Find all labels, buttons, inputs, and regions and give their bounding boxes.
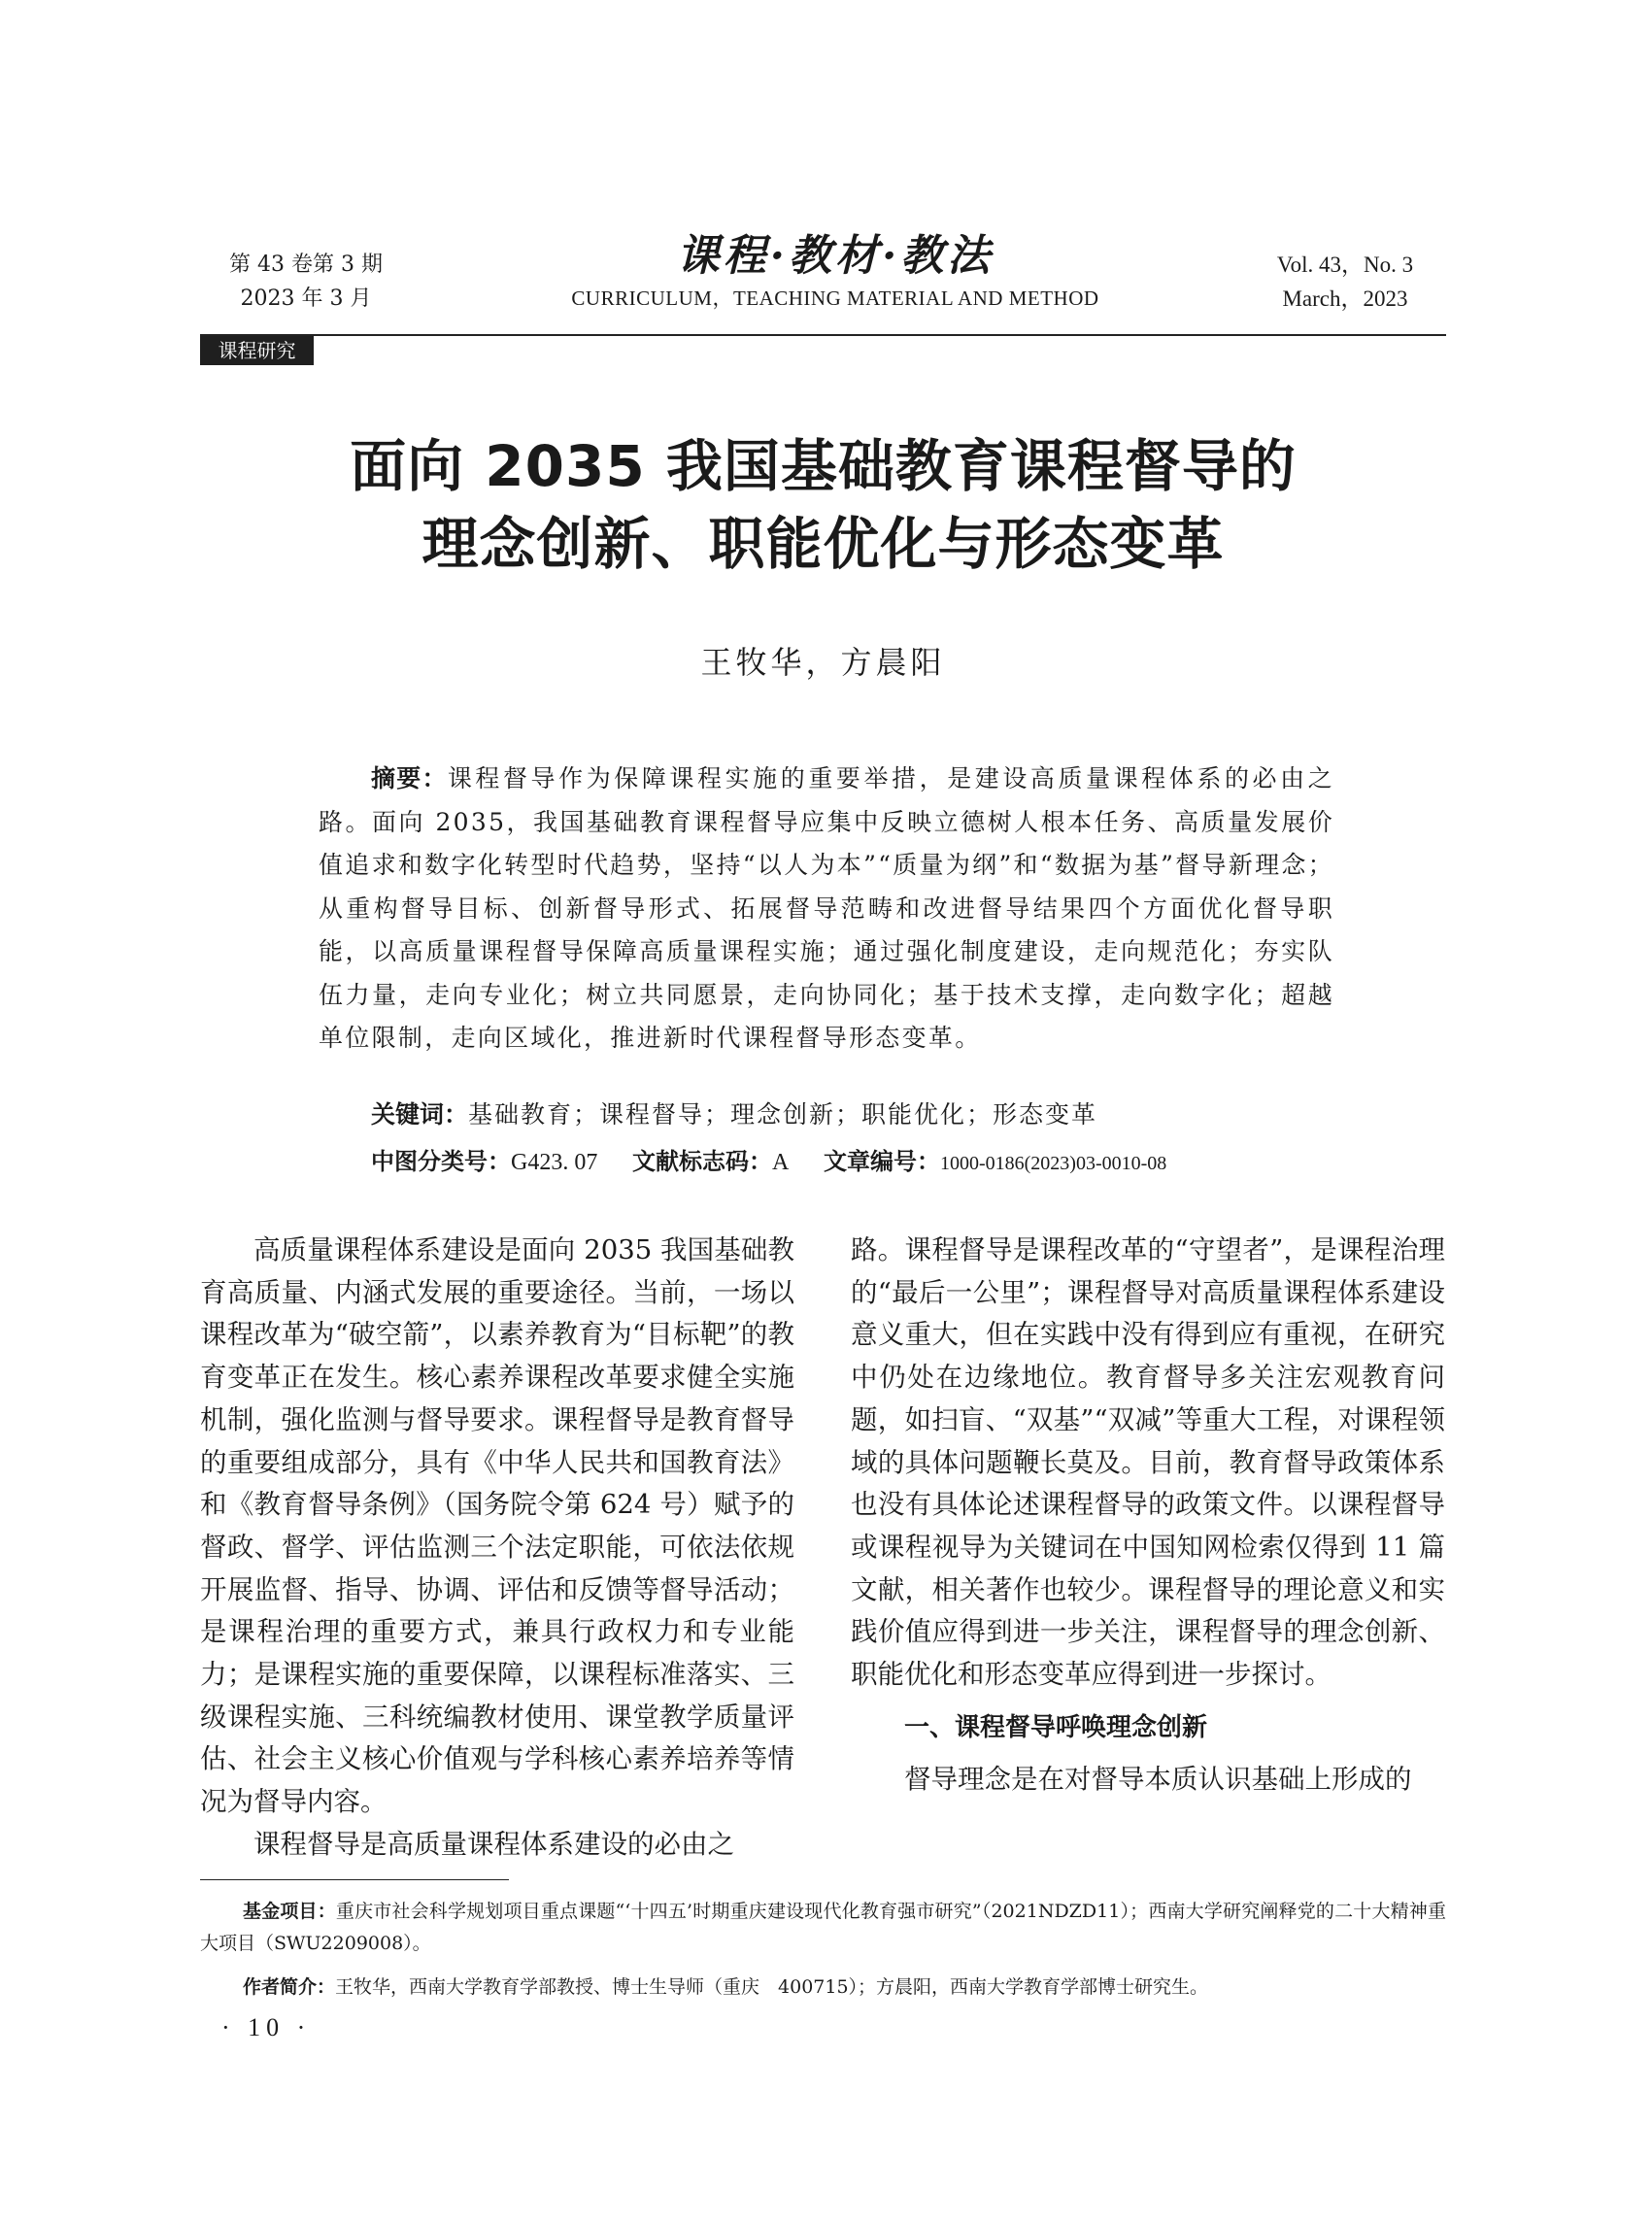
- date-cn: 2023 年 3 月: [240, 287, 372, 311]
- footnote-rule: [200, 1879, 509, 1880]
- journal-title-en: CURRICULUM，TEACHING MATERIAL AND METHOD: [571, 287, 1099, 310]
- abstract-label: 摘要：: [371, 764, 448, 792]
- page-number: · 10 ·: [221, 2013, 312, 2041]
- article-title: [200, 427, 1446, 583]
- classification-line: [371, 1140, 1166, 1185]
- body-column-right: [851, 1230, 1445, 1801]
- abstract-text: 课程督导作为保障课程实施的重要举措，是建设高质量课程体系的必由之路。面向 2035，我国基础教育课程督导应集中反映立德树人根本任务、高质量发展价值追求和数字化转型时代趋势，坚持“以人为本”“质量为纲”和“数据为基”督导新理念；从重构督导目标、创新督导形式、拓展督导范畴和改进督导结果四个方面优化督导职能，以高质量课程督导保障高质量课程实施；通过强化制度建设，走向规范化；夯实队伍力量，走向专业化；树立共同愿景，走向协同化；基于技术支撑，走向数字化；超越单位限制，走向区域化，推进新时代课程督导形态变革。: [319, 764, 1334, 1052]
- authors: 王牧华，方晨阳: [700, 644, 946, 681]
- issue-info-cn: [223, 248, 388, 316]
- title-line-2: 理念创新、职能优化与形态变革: [421, 511, 1225, 577]
- section-heading: 一、课程督导呼唤理念创新: [904, 1712, 1208, 1742]
- section-tag: 课程研究: [200, 336, 314, 365]
- header-rule: [200, 334, 1446, 336]
- footnote-author: [200, 1972, 1446, 2004]
- journal-masthead: [524, 229, 1146, 313]
- doc-code-label: 文献标志码：: [631, 1148, 772, 1175]
- keywords: [371, 1094, 1097, 1136]
- author-info-label: 作者简介：: [243, 1976, 336, 1998]
- body-column-left: [200, 1230, 794, 1867]
- fund-label: 基金项目：: [243, 1901, 336, 1922]
- clc-label: 中图分类号：: [371, 1148, 511, 1175]
- volume-cn: 第 43 卷第 3 期: [229, 253, 383, 277]
- date-en: March，2023: [1282, 287, 1408, 311]
- abstract: [319, 758, 1334, 1061]
- article-no-label: 文章编号：: [823, 1148, 940, 1175]
- clc-value: G423. 07: [511, 1150, 598, 1175]
- volume-en: Vol. 43，No. 3: [1276, 253, 1414, 277]
- footnote-fund: [200, 1896, 1446, 1960]
- doc-code-value: A: [771, 1150, 790, 1175]
- body-paragraph: 课程督导是高质量课程体系建设的必由之: [253, 1828, 734, 1860]
- article-no-value: 1000-0186(2023)03-0010-08: [939, 1153, 1167, 1174]
- keywords-text: 基础教育；课程督导；理念创新；职能优化；形态变革: [468, 1100, 1098, 1129]
- issue-info-en: [1253, 248, 1437, 316]
- author-info-text: 王牧华，西南大学教育学部教授、博士生导师（重庆 400715）；方晨阳，西南大学教育学部博士研究生。: [335, 1976, 1209, 1998]
- body-paragraph: 督导理念是在对督导本质认识基础上形成的: [904, 1763, 1412, 1795]
- body-paragraph: 路。课程督导是课程改革的“守望者”，是课程治理的“最后一公里”；课程督导对高质量课程体系建设意义重大，但在实践中没有得到应有重视，在研究中仍处在边缘地位。教育督导多关注宏观教育问题，如扫盲、“双基”“双减”等重大工程，对课程领域的具体问题鞭长莫及。目前，教育督导政策体系也没有具体论述课程督导的政策文件。以课程督导或课程视导为关键词在中国知网检索仅得到 11 篇文献，相关著作也较少。课程督导的理论意义和实践价值应得到进一步关注，课程督导的理念创新、职能优化和形态变革应得到进一步探讨。: [851, 1234, 1445, 1691]
- journal-title-cn: 课程·教材·教法: [676, 231, 995, 281]
- body-paragraph: 高质量课程体系建设是面向 2035 我国基础教育高质量、内涵式发展的重要途径。当前，一场以课程改革为“破空箭”，以素养教育为“目标靶”的教育变革正在发生。核心素养课程改革要求健全实施机制，强化监测与督导要求。课程督导是教育督导的重要组成部分，具有《中华人民共和国教育法》和《教育督导条例》（国务院令第 624 号）赋予的督政、督学、评估监测三个法定职能，可依法依规开展监督、指导、协调、评估和反馈等督导活动；是课程治理的重要方式，兼具行政权力和专业能力；是课程实施的重要保障，以课程标准落实、三级课程实施、三科统编教材使用、课堂教学质量评估、社会主义核心价值观与学科核心素养培养等情况为督导内容。: [200, 1234, 794, 1818]
- keywords-label: 关键词：: [371, 1100, 469, 1129]
- fund-text: 重庆市社会科学规划项目重点课题“‘十四五’时期重庆建设现代化教育强市研究”（2021NDZD11）；西南大学研究阐释党的二十大精神重大项目（SWU2209008）。: [200, 1901, 1446, 1954]
- title-line-1: 面向 2035 我国基础教育课程督导的: [350, 433, 1297, 499]
